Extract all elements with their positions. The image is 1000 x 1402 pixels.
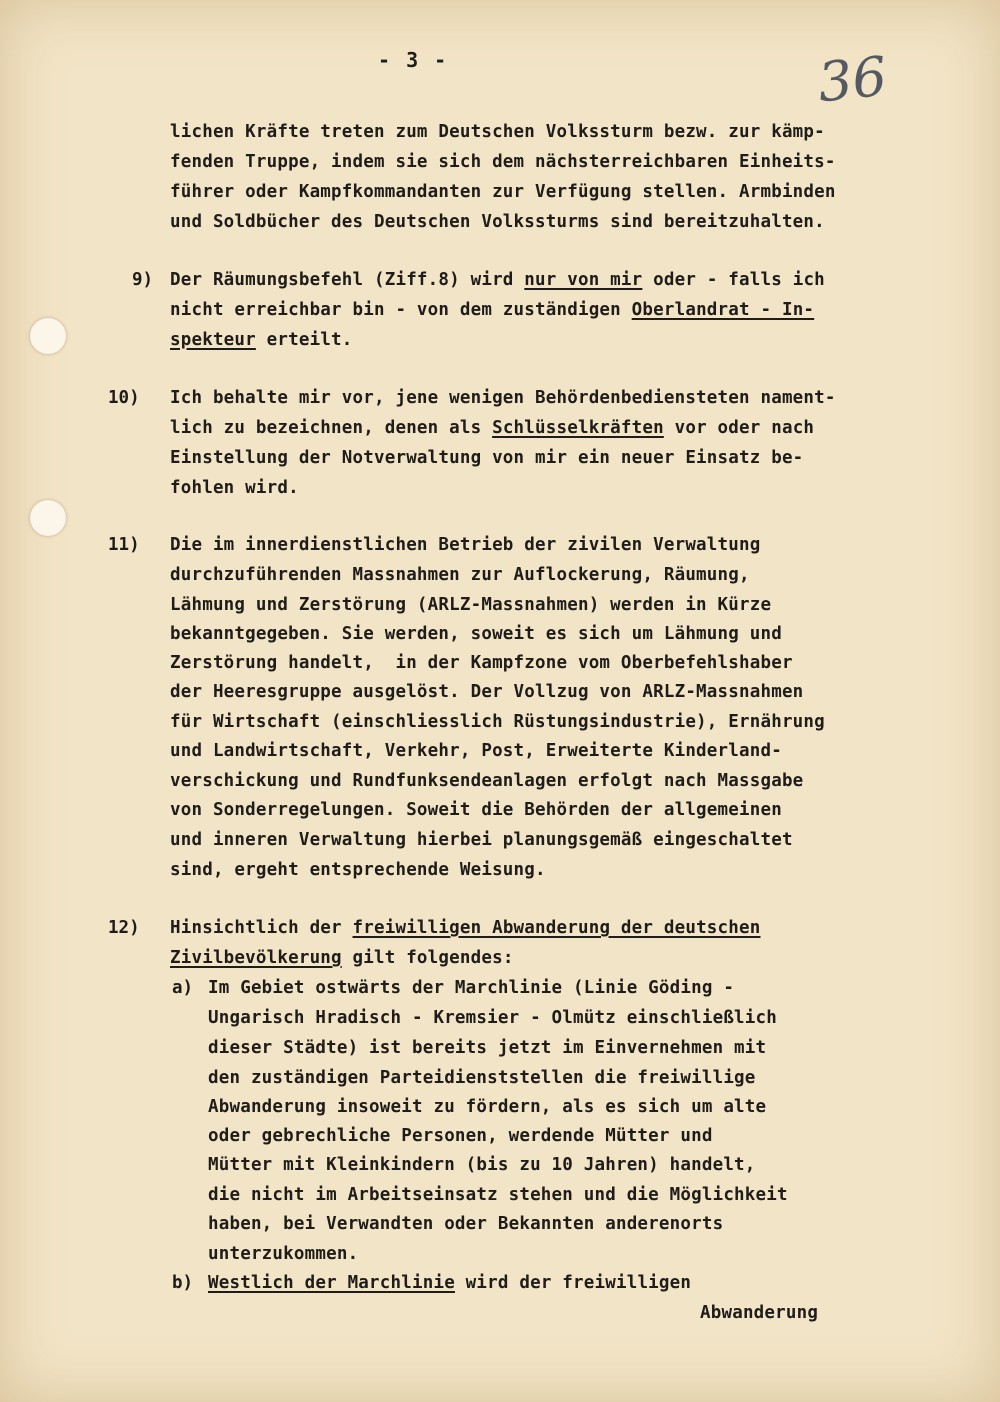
underlined-text: Oberlandrat - In-: [631, 300, 815, 320]
text-line: [170, 388, 836, 408]
text-line: [208, 1008, 777, 1028]
text-run: der Heeresgruppe ausgelöst. Der Vollzug von ARLZ-Massnahmen: [170, 682, 804, 702]
text-line: [170, 300, 814, 320]
text-line: [170, 595, 771, 615]
text-line: [170, 860, 546, 880]
handwritten-folio-number: 36: [814, 44, 890, 115]
text-run: von Sonderregelungen. Soweit die Behörden der allgemeinen: [170, 800, 782, 820]
text-run: Mütter mit Kleinkindern (bis zu 10 Jahren) handelt,: [208, 1155, 756, 1175]
text-run: fenden Truppe, indem sie sich dem nächsterreichbaren Einheits-: [170, 152, 836, 172]
text-line: [170, 212, 825, 232]
text-run: Der Räumungsbefehl (Ziff.8) wird: [170, 270, 525, 290]
text-line: [170, 948, 514, 968]
text-line: [170, 830, 793, 850]
text-line: [170, 624, 782, 644]
text-line: [170, 448, 803, 468]
text-run: Im Gebiet ostwärts der Marchlinie (Linie Göding -: [208, 978, 735, 998]
text-line: [170, 918, 760, 938]
text-line: [208, 1155, 756, 1175]
text-run: haben, bei Verwandten oder Bekannten anderenorts: [208, 1214, 724, 1234]
text-line: [170, 682, 803, 702]
section-number: 12): [108, 918, 140, 938]
text-run: nicht erreichbar bin - von dem zuständigen: [170, 300, 632, 320]
text-run: sind, ergeht entsprechende Weisung.: [170, 860, 546, 880]
text-run: Die im innerdienstlichen Betrieb der zivilen Verwaltung: [170, 535, 761, 555]
text-line: [208, 1214, 723, 1234]
punch-hole: [30, 500, 66, 536]
text-run: Hinsichtlich der: [170, 918, 353, 938]
text-line: [208, 1273, 691, 1293]
section-number: 10): [108, 388, 140, 408]
underlined-text: Schlüsselkräften: [492, 418, 664, 438]
text-run: oder gebrechliche Personen, werdende Mütter und: [208, 1126, 713, 1146]
text-line: [170, 535, 760, 555]
section-number: 9): [132, 270, 154, 290]
text-line: [170, 741, 782, 761]
text-run: fohlen wird.: [170, 478, 299, 498]
text-line: [170, 712, 825, 732]
text-run: oder - falls ich: [642, 270, 825, 290]
text-line: [208, 1097, 766, 1117]
text-run: Abwanderung insoweit zu fördern, als es sich um alte: [208, 1097, 767, 1117]
text-run: Einstellung der Notverwaltung von mir ein neuer Einsatz be-: [170, 448, 804, 468]
subitem-label: a): [172, 978, 194, 998]
page-number: - 3 -: [378, 48, 449, 72]
text-run: gilt folgendes:: [341, 948, 514, 968]
text-run: wird der freiwilligen: [454, 1273, 692, 1293]
text-run: führer oder Kampfkommandanten zur Verfügung stellen. Armbinden: [170, 182, 836, 202]
text-line: [170, 182, 836, 202]
text-line: [170, 270, 825, 290]
text-line: [208, 1068, 756, 1088]
text-run: verschickung und Rundfunksendeanlagen erfolgt nach Massgabe: [170, 771, 804, 791]
text-run: bekanntgegeben. Sie werden, soweit es sich um Lähmung und: [170, 624, 782, 644]
text-line: [208, 1185, 788, 1205]
text-run: durchzuführenden Massnahmen zur Auflockerung, Räumung,: [170, 565, 750, 585]
text-line: [170, 122, 825, 142]
text-run: erteilt.: [255, 330, 353, 350]
section-number: 11): [108, 535, 140, 555]
text-line: [170, 418, 814, 438]
text-run: Lähmung und Zerstörung (ARLZ-Massnahmen) werden in Kürze: [170, 595, 772, 615]
catchword: Abwanderung: [700, 1303, 819, 1323]
text-line: [170, 478, 299, 498]
text-run: Ungarisch Hradisch - Kremsier - Olmütz einschließlich: [208, 1008, 778, 1028]
text-line: [208, 978, 734, 998]
text-line: [208, 1126, 713, 1146]
subitem-label: b): [172, 1273, 194, 1293]
text-line: [170, 565, 750, 585]
text-run: und inneren Verwaltung hierbei planungsgemäß eingeschaltet: [170, 830, 793, 850]
text-run: und Landwirtschaft, Verkehr, Post, Erweiterte Kinderland-: [170, 741, 782, 761]
text-line: [170, 330, 353, 350]
text-run: dieser Städte) ist bereits jetzt im Einvernehmen mit: [208, 1038, 767, 1058]
underlined-text: nur von mir: [524, 270, 643, 290]
text-run: und Soldbücher des Deutschen Volkssturms sind bereitzuhalten.: [170, 212, 825, 232]
text-line: [170, 800, 782, 820]
text-run: die nicht im Arbeitseinsatz stehen und die Möglichkeit: [208, 1185, 788, 1205]
text-line: [170, 653, 793, 673]
text-run: lichen Kräfte treten zum Deutschen Volkssturm bezw. zur kämp-: [170, 122, 825, 142]
underlined-text: Westlich der Marchlinie: [208, 1273, 455, 1293]
text-run: vor oder nach: [663, 418, 815, 438]
text-run: Zerstörung handelt, in der Kampfzone vom Oberbefehlshaber: [170, 653, 793, 673]
text-line: [208, 1038, 766, 1058]
text-run: für Wirtschaft (einschliesslich Rüstungsindustrie), Ernährung: [170, 712, 825, 732]
text-line: [170, 771, 803, 791]
underlined-text: spekteur: [170, 330, 256, 350]
text-run: lich zu bezeichnen, denen als: [170, 418, 493, 438]
underlined-text: Zivilbevölkerung: [170, 948, 342, 968]
text-run: Ich behalte mir vor, jene wenigen Behördenbediensteten nament-: [170, 388, 836, 408]
text-run: den zuständigen Parteidienststellen die freiwillige: [208, 1068, 756, 1088]
text-line: [170, 152, 836, 172]
punch-hole: [30, 318, 66, 354]
underlined-text: freiwilligen Abwanderung der deutschen: [352, 918, 761, 938]
text-line: [208, 1244, 358, 1264]
text-run: unterzukommen.: [208, 1244, 359, 1264]
